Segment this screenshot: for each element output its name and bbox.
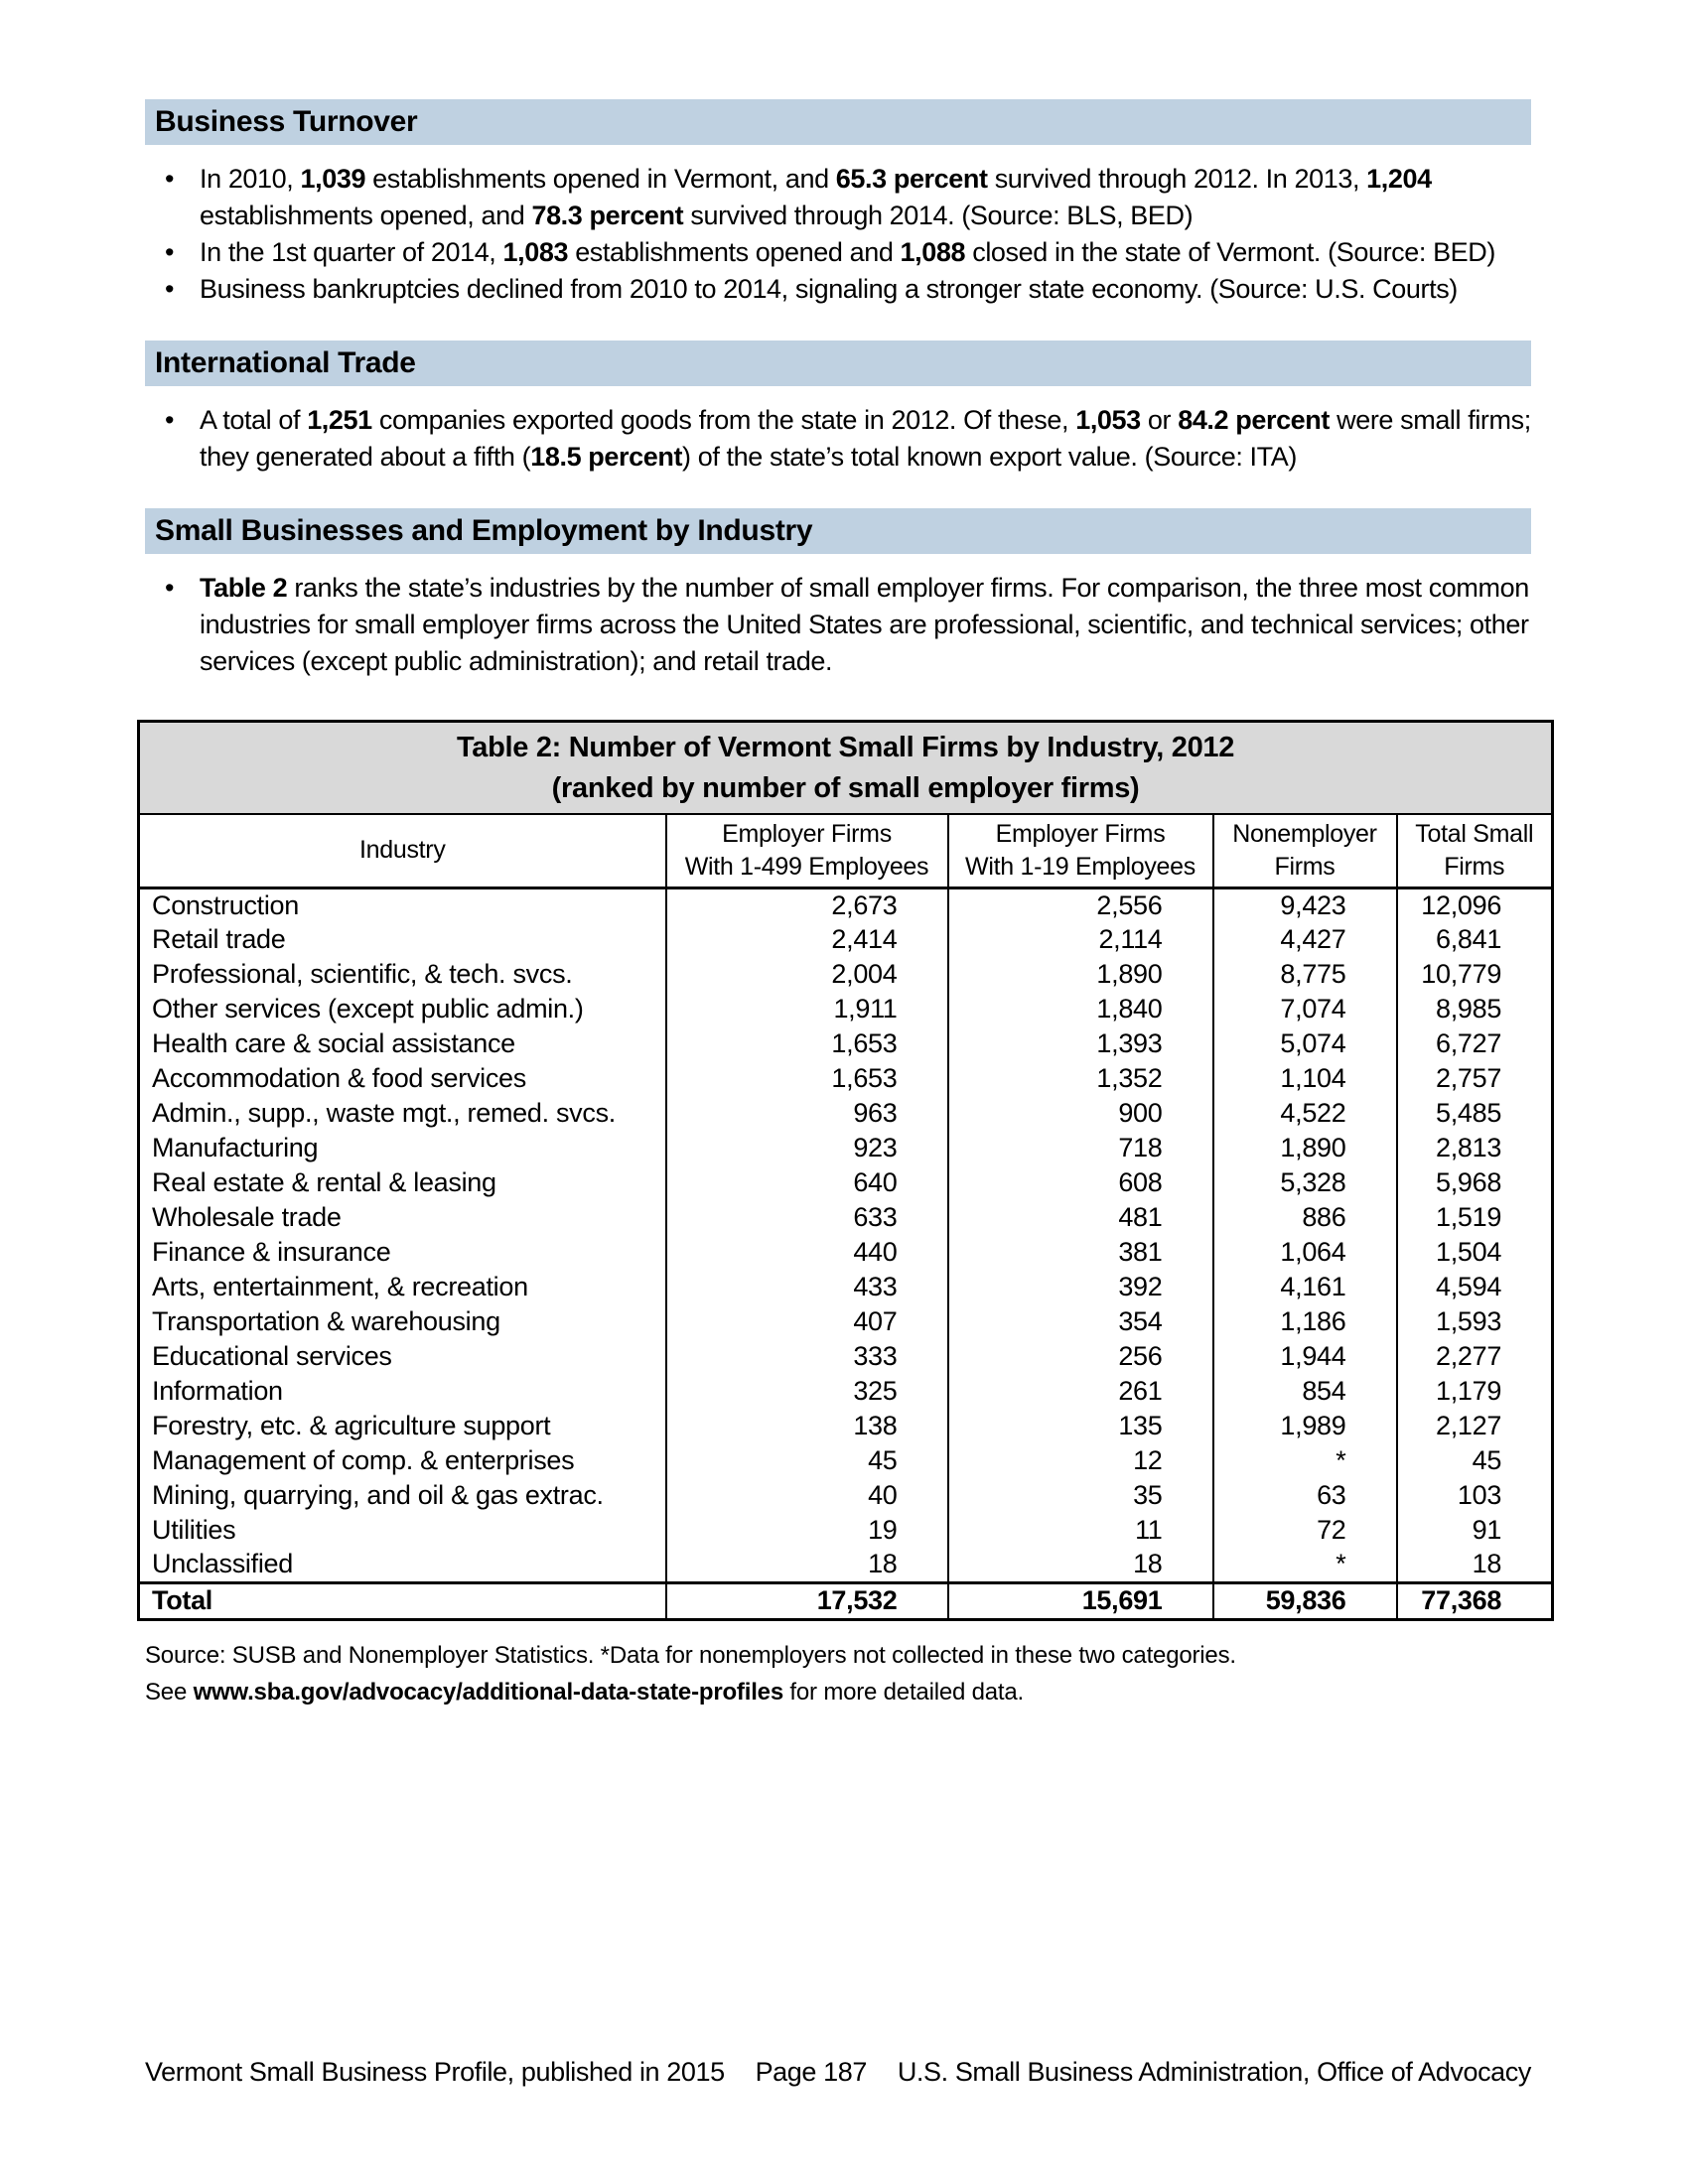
value-cell: 11 [948, 1513, 1213, 1548]
bullet-list [145, 570, 1531, 680]
industry-cell: Mining, quarrying, and oil & gas extrac. [152, 1480, 604, 1510]
table-row [139, 1131, 1553, 1165]
value-cell: 6,841 [1397, 922, 1553, 957]
section-heading-international-trade: International Trade [145, 341, 1531, 386]
table-title [139, 722, 1553, 815]
value-cell: 2,757 [1397, 1061, 1553, 1096]
value-cell: 854 [1213, 1374, 1397, 1409]
value-cell: 45 [1397, 1443, 1553, 1478]
value-cell: 2,127 [1397, 1409, 1553, 1443]
table-row [139, 887, 1553, 922]
page-footer [145, 2057, 1531, 2088]
value-cell: 963 [666, 1096, 948, 1131]
bullet-item [145, 271, 1531, 308]
value-cell: 1,179 [1397, 1374, 1553, 1409]
bullet-text: In the 1st quarter of 2014, 1,083 establishments opened and 1,088 closed in the state of Vermont. (Source: BED) [200, 237, 1495, 267]
industry-cell: Manufacturing [152, 1133, 319, 1162]
value-cell: 1,519 [1397, 1200, 1553, 1235]
value-cell: 138 [666, 1409, 948, 1443]
value-cell: 18 [948, 1548, 1213, 1582]
industry-cell: Health care & social assistance [152, 1028, 515, 1058]
section-business-turnover [145, 99, 1531, 308]
industry-cell: Construction [152, 889, 299, 920]
value-cell: 72 [1213, 1513, 1397, 1548]
value-cell: 1,989 [1213, 1409, 1397, 1443]
value-cell: 4,594 [1397, 1270, 1553, 1304]
page-content [145, 99, 1534, 1710]
value-cell: 1,653 [666, 1061, 948, 1096]
column-header-employer-1-19: Employer Firms With 1-19 Employees [948, 814, 1213, 887]
value-cell: 63 [1213, 1478, 1397, 1513]
bullet-item [145, 402, 1531, 476]
value-cell: 6,727 [1397, 1026, 1553, 1061]
value-cell: 12 [948, 1443, 1213, 1478]
value-cell: 381 [948, 1235, 1213, 1270]
table-title-row [139, 722, 1553, 815]
total-value: 17,532 [666, 1582, 948, 1619]
table-body [139, 887, 1553, 1582]
section-international-trade [145, 341, 1531, 476]
table-row [139, 1513, 1553, 1548]
column-header-nonemployer: Nonemployer Firms [1213, 814, 1397, 887]
value-cell: 923 [666, 1131, 948, 1165]
industry-cell: Wholesale trade [152, 1202, 342, 1232]
industry-cell: Retail trade [152, 924, 286, 954]
value-cell: 7,074 [1213, 992, 1397, 1026]
bullet-item [145, 570, 1531, 680]
table-row [139, 957, 1553, 992]
bullet-text: Business bankruptcies declined from 2010 to 2014, signaling a stronger state economy. (Source: U.S. Courts) [200, 274, 1458, 304]
column-header-total-small: Total Small Firms [1397, 814, 1553, 887]
table-row [139, 1339, 1553, 1374]
value-cell: 1,504 [1397, 1235, 1553, 1270]
table-row [139, 992, 1553, 1026]
value-cell: 325 [666, 1374, 948, 1409]
industry-cell: Finance & insurance [152, 1237, 391, 1267]
value-cell: 8,985 [1397, 992, 1553, 1026]
value-cell: 1,186 [1213, 1304, 1397, 1339]
section-heading-business-turnover: Business Turnover [145, 99, 1531, 145]
bullet-marker-icon: • [165, 405, 175, 435]
value-cell: 2,277 [1397, 1339, 1553, 1374]
value-cell: 608 [948, 1165, 1213, 1200]
value-cell: 1,653 [666, 1026, 948, 1061]
table-row [139, 1478, 1553, 1513]
bullet-list [145, 402, 1531, 476]
value-cell: * [1213, 1548, 1397, 1582]
value-cell: 103 [1397, 1478, 1553, 1513]
table-title-line2: (ranked by number of small employer firms) [551, 772, 1140, 804]
value-cell: 5,074 [1213, 1026, 1397, 1061]
total-value: 77,368 [1397, 1582, 1553, 1619]
section-small-businesses-employment [145, 508, 1531, 680]
industry-cell: Accommodation & food services [152, 1063, 526, 1093]
value-cell: 481 [948, 1200, 1213, 1235]
table-row [139, 1061, 1553, 1096]
table-row [139, 1409, 1553, 1443]
table-row [139, 1096, 1553, 1131]
industry-cell: Arts, entertainment, & recreation [152, 1272, 528, 1301]
value-cell: 1,890 [948, 957, 1213, 992]
table-row [139, 1304, 1553, 1339]
table-see-note: See www.sba.gov/advocacy/additional-data-state-profiles for more detailed data. [145, 1678, 1024, 1706]
footer-agency: U.S. Small Business Administration, Office of Advocacy [897, 2057, 1531, 2087]
value-cell: 2,004 [666, 957, 948, 992]
value-cell: 18 [1397, 1548, 1553, 1582]
value-cell: 1,890 [1213, 1131, 1397, 1165]
industry-cell: Real estate & rental & leasing [152, 1167, 496, 1197]
total-label: Total [139, 1582, 666, 1619]
table-row [139, 1548, 1553, 1582]
value-cell: 1,911 [666, 992, 948, 1026]
bullet-marker-icon: • [165, 573, 175, 603]
value-cell: 633 [666, 1200, 948, 1235]
bullet-text: In 2010, 1,039 establishments opened in Vermont, and 65.3 percent survived through 2012. In 2013, 1,204 establishments opened, and 78.3 percent survived through 2014. (Source: BLS, BED) [200, 164, 1432, 230]
industry-cell: Forestry, etc. & agriculture support [152, 1411, 551, 1440]
value-cell: 256 [948, 1339, 1213, 1374]
column-header-employer-1-499: Employer Firms With 1-499 Employees [666, 814, 948, 887]
value-cell: 433 [666, 1270, 948, 1304]
value-cell: 1,352 [948, 1061, 1213, 1096]
industry-cell: Transportation & warehousing [152, 1306, 500, 1336]
value-cell: 392 [948, 1270, 1213, 1304]
value-cell: 12,096 [1397, 887, 1553, 922]
industry-table [137, 720, 1554, 1621]
table-row [139, 1165, 1553, 1200]
value-cell: 18 [666, 1548, 948, 1582]
total-value: 59,836 [1213, 1582, 1397, 1619]
value-cell: 4,427 [1213, 922, 1397, 957]
value-cell: 1,064 [1213, 1235, 1397, 1270]
table-row [139, 1374, 1553, 1409]
value-cell: 440 [666, 1235, 948, 1270]
value-cell: 407 [666, 1304, 948, 1339]
table-row [139, 1235, 1553, 1270]
table-row [139, 1026, 1553, 1061]
bullet-list [145, 161, 1531, 308]
table-title-line1: Table 2: Number of Vermont Small Firms by Industry, 2012 [456, 732, 1235, 763]
table-row [139, 1443, 1553, 1478]
bullet-item [145, 234, 1531, 271]
value-cell: 1,393 [948, 1026, 1213, 1061]
value-cell: 45 [666, 1443, 948, 1478]
bullet-marker-icon: • [165, 274, 175, 304]
bullet-text: Table 2 ranks the state’s industries by the number of small employer firms. For comparison, the three most common industries for small employer firms across the United States are professional, scientific, and technical services; other services (except public administration); and retail trade. [200, 573, 1529, 676]
industry-cell: Educational services [152, 1341, 392, 1371]
value-cell: 333 [666, 1339, 948, 1374]
value-cell: 40 [666, 1478, 948, 1513]
value-cell: 1,593 [1397, 1304, 1553, 1339]
value-cell: 35 [948, 1478, 1213, 1513]
value-cell: 5,328 [1213, 1165, 1397, 1200]
footer-publication-title: Vermont Small Business Profile, published in 2015 [145, 2057, 725, 2087]
footer-page-number: Page 187 [755, 2057, 867, 2087]
value-cell: 2,114 [948, 922, 1213, 957]
industry-cell: Information [152, 1376, 283, 1406]
value-cell: 19 [666, 1513, 948, 1548]
table-row [139, 1200, 1553, 1235]
value-cell: 640 [666, 1165, 948, 1200]
table-header-row [139, 814, 1553, 887]
value-cell: 718 [948, 1131, 1213, 1165]
bullet-marker-icon: • [165, 237, 175, 267]
value-cell: 10,779 [1397, 957, 1553, 992]
value-cell: 900 [948, 1096, 1213, 1131]
industry-cell: Other services (except public admin.) [152, 994, 584, 1024]
value-cell: 1,104 [1213, 1061, 1397, 1096]
bullet-marker-icon: • [165, 164, 175, 194]
value-cell: 886 [1213, 1200, 1397, 1235]
section-heading-small-businesses-employment: Small Businesses and Employment by Industry [145, 508, 1531, 554]
value-cell: 135 [948, 1409, 1213, 1443]
value-cell: 1,840 [948, 992, 1213, 1026]
industry-cell: Admin., supp., waste mgt., remed. svcs. [152, 1098, 616, 1128]
value-cell: 2,414 [666, 922, 948, 957]
bullet-text: A total of 1,251 companies exported goods from the state in 2012. Of these, 1,053 or 84.2 percent were small firms; they generated about a fifth (18.5 percent) of the state’s total known export value. (Source: ITA) [200, 405, 1531, 472]
industry-cell: Management of comp. & enterprises [152, 1445, 575, 1475]
bullet-item [145, 161, 1531, 234]
table-source-note: Source: SUSB and Nonemployer Statistics. *Data for nonemployers not collected in these two categories. [145, 1641, 1236, 1669]
value-cell: 5,485 [1397, 1096, 1553, 1131]
table-notes [145, 1637, 1531, 1710]
value-cell: 4,161 [1213, 1270, 1397, 1304]
industry-cell: Utilities [152, 1515, 236, 1545]
value-cell: 2,556 [948, 887, 1213, 922]
total-value: 15,691 [948, 1582, 1213, 1619]
table-total-row [139, 1582, 1553, 1619]
table-row [139, 922, 1553, 957]
industry-cell: Unclassified [152, 1549, 293, 1579]
value-cell: 4,522 [1213, 1096, 1397, 1131]
value-cell: 2,673 [666, 887, 948, 922]
value-cell: * [1213, 1443, 1397, 1478]
value-cell: 2,813 [1397, 1131, 1553, 1165]
industry-cell: Professional, scientific, & tech. svcs. [152, 959, 573, 989]
value-cell: 354 [948, 1304, 1213, 1339]
value-cell: 1,944 [1213, 1339, 1397, 1374]
column-header-industry: Industry [139, 814, 666, 887]
value-cell: 261 [948, 1374, 1213, 1409]
value-cell: 5,968 [1397, 1165, 1553, 1200]
value-cell: 8,775 [1213, 957, 1397, 992]
table-row [139, 1270, 1553, 1304]
value-cell: 91 [1397, 1513, 1553, 1548]
sba-data-link[interactable]: www.sba.gov/advocacy/additional-data-state-profiles [193, 1678, 783, 1706]
value-cell: 9,423 [1213, 887, 1397, 922]
